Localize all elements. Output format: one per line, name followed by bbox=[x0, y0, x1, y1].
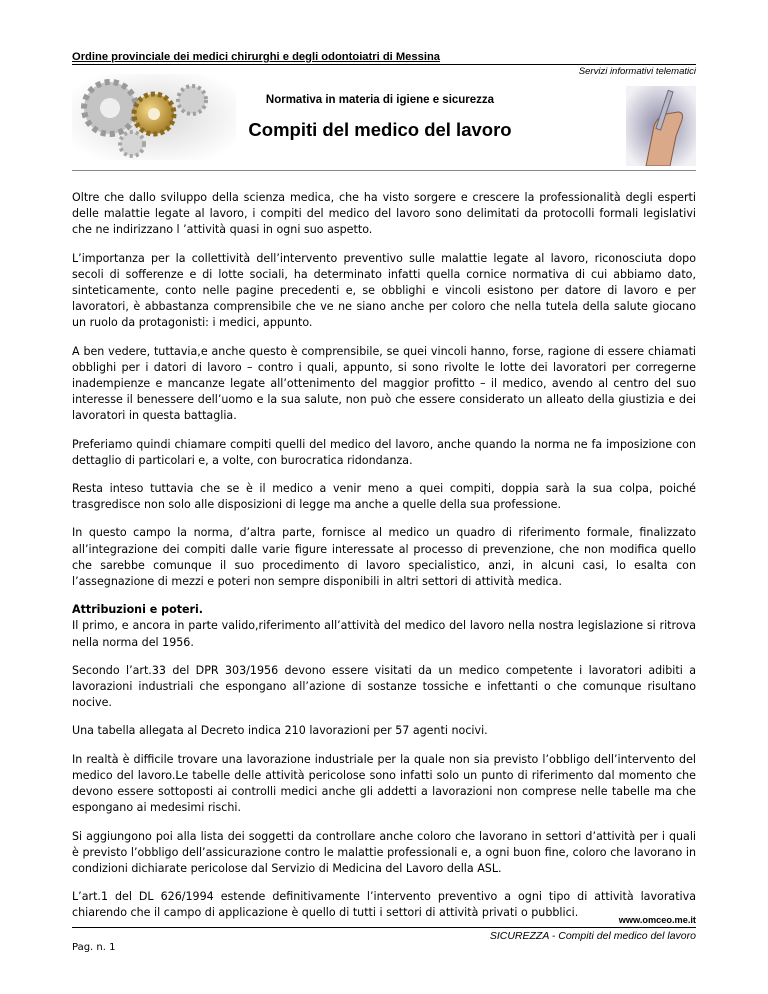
paragraph: L’art.1 del DL 626/1994 estende definitivamente l’intervento preventivo a ogni tipo di attività lavorativa chiarendo che il campo di applicazione è quello di tutti i settori di attività privati o pubblici. bbox=[72, 890, 696, 920]
footer-running-title: SICUREZZA - Compiti del medico del lavoro bbox=[489, 930, 696, 942]
footer-url: www.omceo.me.it bbox=[618, 915, 696, 925]
service-label: Servizi informativi telematici bbox=[578, 66, 696, 77]
section-heading: Attribuzioni e poteri. bbox=[72, 603, 204, 617]
hand-with-tool-icon bbox=[626, 86, 696, 166]
paragraph: In questo campo la norma, d’altra parte, fornisce al medico un quadro di riferimento formale, finalizzato all’integrazione dei compiti dalle varie figure interessate al processo di prevenzione, che non modifica quello che sarebbe comunque il suo procedimento di lavoro specialistico, anzi, in alcuni casi, lo esalta con l’assegnazione di mezzi e poteri non sempre disponibili in altri settori di attività medica. bbox=[72, 526, 696, 589]
footer-rule bbox=[72, 927, 696, 928]
document-subtitle: Normativa in materia di igiene e sicurezza bbox=[265, 94, 495, 106]
paragraph: In realtà è difficile trovare una lavorazione industriale per la quale non sia previsto l’obbligo dell’intervento del medico del lavoro.Le tabelle delle attività pericolose sono infatti solo un punto di riferimento dal momento che devono essere sottoposti ai controlli medici anche gli addetti a lavorazioni non comprese nelle tabelle ma che espongano ai medesimi rischi. bbox=[72, 752, 696, 815]
paragraph: L’importanza per la collettività dell’intervento preventivo sulle malattie legate al lavoro, riconosciuta dopo secoli di sofferenze e di lotte sociali, ha determinato infatti quella cornice normativa di cui abbiamo dato, sinteticamente, conto nelle pagine precedenti e, se obblighi e vincoli esistono per datore di lavoro e per lavoratori, è abbastanza comprensibile che ve ne siano anche per coloro che nella tutela della salute giocano un ruolo da protagonisti: i medici, appunto. bbox=[72, 251, 696, 330]
paragraph: Si aggiungono poi alla lista dei soggetti da controllare anche coloro che lavorano in settori d’attività per i quali è previsto l’obbligo dell’assicurazione contro le malattie professionali e, a ogni buon fine, coloro che lavorano in condizioni dichiarate pericolose dal Servizio di Medicina del Lavoro della ASL. bbox=[72, 829, 696, 875]
paragraph: Oltre che dallo sviluppo della scienza medica, che ha visto sorgere e crescere la professionalità degli esperti delle malattie legate al lavoro, i compiti del medico del lavoro sono delimitati da protocolli formali legislativi che ne indirizzano l ’attività quasi in ogni suo aspetto. bbox=[72, 191, 696, 237]
paragraph: Una tabella allegata al Decreto indica 210 lavorazioni per 57 agenti nocivi. bbox=[72, 724, 488, 738]
paragraph: Preferiamo quindi chiamare compiti quelli del medico del lavoro, anche quando la norma ne fa imposizione con dettaglio di particolari e, a volte, con burocratica ridondanza. bbox=[72, 437, 696, 467]
page-number: Pag. n. 1 bbox=[72, 942, 116, 953]
paragraph: Secondo l’art.33 del DPR 303/1956 devono essere visitati da un medico competente i lavoratori adibiti a lavorazioni industriali che espongano all’azione di sostanze tossiche e infettanti o che comunque risultano nocive. bbox=[72, 663, 696, 710]
gears-icon bbox=[72, 74, 236, 160]
document-title: Compiti del medico del lavoro bbox=[248, 119, 512, 140]
paragraph: Resta inteso tuttavia che se è il medico a venir meno a quei compiti, doppia sarà la sua colpa, poiché trasgredisce non solo alle disposizioni di legge ma anche a quelle della sua professione. bbox=[72, 482, 696, 512]
organization-header: Ordine provinciale dei medici chirurghi e degli odontoiatri di Messina bbox=[72, 51, 441, 63]
document-body bbox=[72, 190, 696, 934]
paragraph: A ben vedere, tuttavia,e anche questo è comprensibile, se quei vincoli hanno, forse, ragione di essere chiamati obblighi per i datori di lavoro – contro i quali, appunto, si sono rivolte le lotte dei lavoratori per corregerne inadempienze e mancanze legate all’ottenimento del maggior profitto – il medico, avendo al centro del suo interesse il benessere dell’uomo e la sua salute, non può che essere considerato un alleato della giustizia e dei lavoratori in questa battaglia. bbox=[72, 344, 696, 423]
title-rule bbox=[72, 170, 696, 171]
header-rule bbox=[72, 64, 696, 65]
paragraph: Il primo, e ancora in parte valido,riferimento all’attività del medico del lavoro nella nostra legislazione si ritrova nella norma del 1956. bbox=[72, 619, 696, 649]
